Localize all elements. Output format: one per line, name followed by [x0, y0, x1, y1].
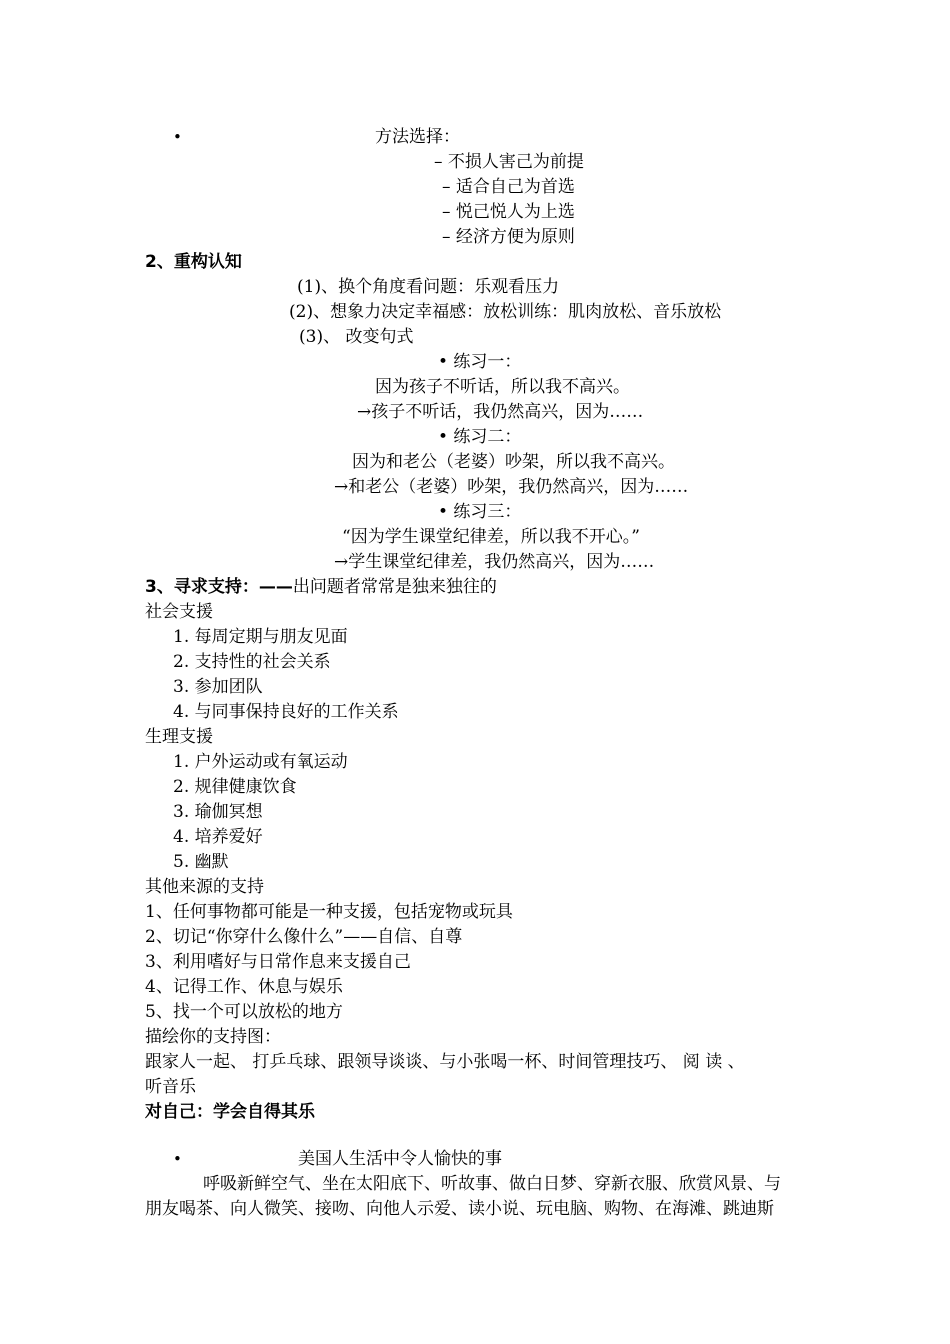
physical-item-3: 3. 瑜伽冥想 — [173, 802, 263, 822]
self-subtitle: 美国人生活中令人愉快的事 — [298, 1149, 502, 1169]
self-para-line-2: 朋友喝茶、向人微笑、接吻、向他人示爱、读小说、玩电脑、购物、在海滩、跳迪斯 — [145, 1199, 774, 1219]
map-line-2: 听音乐 — [145, 1077, 196, 1097]
social-title: 社会支援 — [145, 602, 213, 622]
exercise-3-line1: “因为学生课堂纪律差，所以我不开心。” — [342, 527, 640, 547]
method-title: 方法选择： — [375, 127, 460, 147]
other-item-4: 4、记得工作、休息与娱乐 — [145, 977, 343, 997]
other-item-5: 5、找一个可以放松的地方 — [145, 1002, 343, 1022]
support-heading-rest: 出问题者常常是独来独往的 — [292, 577, 497, 597]
support-heading: 3、寻求支持：—— — [145, 577, 293, 597]
physical-title: 生理支援 — [145, 727, 213, 747]
other-title: 其他来源的支持 — [145, 877, 264, 897]
map-title: 描绘你的支持图： — [145, 1027, 281, 1047]
exercise-1-line2: →孩子不听话，我仍然高兴，因为…… — [357, 402, 644, 422]
exercise-3-label: • 练习三： — [438, 502, 522, 522]
self-bullet: • — [173, 1150, 182, 1168]
physical-item-2: 2. 规律健康饮食 — [173, 777, 297, 797]
exercise-2-label: • 练习二： — [438, 427, 522, 447]
social-item-1: 1. 每周定期与朋友见面 — [173, 627, 348, 647]
reframe-point-1: (1)、换个角度看问题：乐观看压力 — [297, 277, 560, 297]
exercise-3-line2: →学生课堂纪律差，我仍然高兴，因为…… — [334, 552, 655, 572]
other-item-2: 2、切记“你穿什么像什么”——自信、自尊 — [145, 927, 463, 947]
reframe-point-2: (2)、想象力决定幸福感：放松训练：肌肉放松、音乐放松 — [289, 302, 722, 322]
social-item-3: 3. 参加团队 — [173, 677, 263, 697]
other-item-1: 1、任何事物都可能是一种支援，包括宠物或玩具 — [145, 902, 513, 922]
self-heading: 对自己：学会自得其乐 — [145, 1102, 315, 1122]
map-line-1: 跟家人一起、 打乒乓球、跟领导谈谈、与小张喝一杯、时间管理技巧、 阅 读 、 — [145, 1052, 745, 1072]
exercise-1-label: • 练习一： — [438, 352, 522, 372]
other-item-3: 3、利用嗜好与日常作息来支援自己 — [145, 952, 411, 972]
exercise-2-line2: →和老公（老婆）吵架，我仍然高兴，因为…… — [334, 477, 689, 497]
method-item-1: – 不损人害己为前提 — [434, 152, 584, 172]
exercise-2-line1: 因为和老公（老婆）吵架，所以我不高兴。 — [352, 452, 675, 472]
social-item-4: 4. 与同事保持良好的工作关系 — [173, 702, 399, 722]
support-heading-row — [145, 576, 497, 598]
reframe-heading: 2、重构认知 — [145, 252, 242, 272]
method-bullet: • — [173, 128, 182, 146]
method-item-4: – 经济方便为原则 — [442, 227, 575, 247]
exercise-1-line1: 因为孩子不听话，所以我不高兴。 — [375, 377, 630, 397]
method-item-3: – 悦己悦人为上选 — [442, 202, 575, 222]
method-item-2: – 适合自己为首选 — [442, 177, 575, 197]
physical-item-4: 4. 培养爱好 — [173, 827, 263, 847]
social-item-2: 2. 支持性的社会关系 — [173, 652, 331, 672]
self-para-line-1: 呼吸新鲜空气、坐在太阳底下、听故事、做白日梦、穿新衣服、欣赏风景、与 — [203, 1174, 781, 1194]
reframe-point-3: (3)、 改变句式 — [299, 327, 414, 347]
physical-item-5: 5. 幽默 — [173, 852, 229, 872]
physical-item-1: 1. 户外运动或有氧运动 — [173, 752, 348, 772]
